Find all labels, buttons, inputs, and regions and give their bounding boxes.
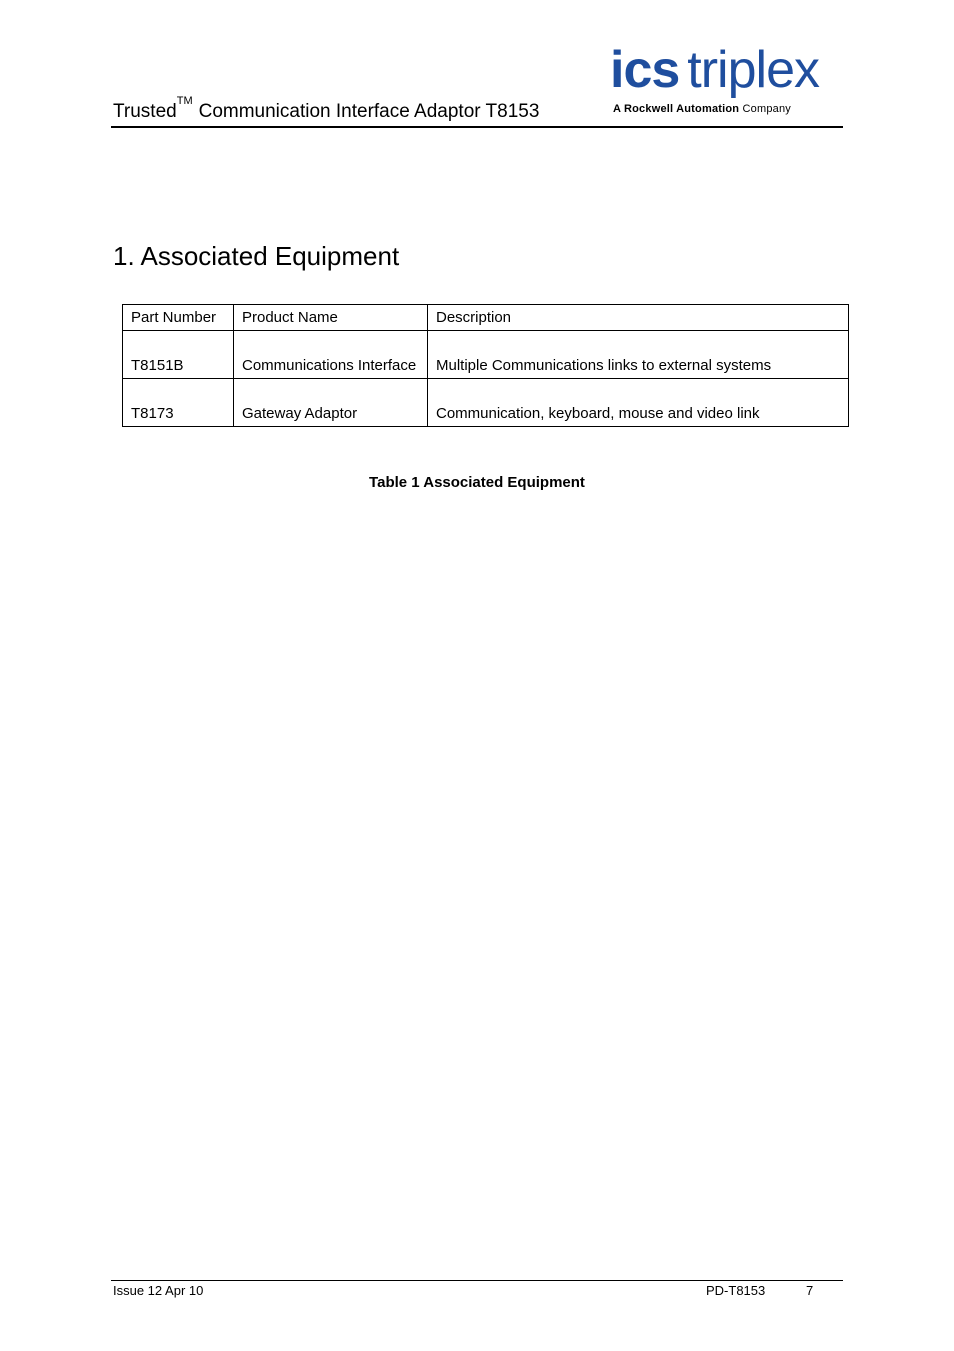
logo-wordmark — [610, 42, 819, 98]
company-logo — [610, 42, 846, 122]
table-row — [123, 379, 849, 427]
title-prefix: Trusted — [113, 101, 177, 122]
document-title — [113, 95, 540, 125]
logo-ics: ics — [610, 41, 680, 99]
cell-product-name: Communications Interface — [234, 331, 428, 379]
cell-description: Multiple Communications links to external systems — [428, 331, 849, 379]
column-header-part-number: Part Number — [123, 305, 234, 331]
trademark-mark: TM — [176, 95, 193, 107]
logo-tagline-suffix: Company — [742, 103, 791, 115]
cell-product-name: Gateway Adaptor — [234, 379, 428, 427]
footer-issue: Issue 12 Apr 10 — [113, 1283, 204, 1298]
title-rest: Communication Interface Adaptor T8153 — [198, 101, 540, 122]
section-heading: 1. Associated Equipment — [113, 241, 400, 271]
column-header-product-name: Product Name — [234, 305, 428, 331]
header-divider — [111, 126, 843, 128]
logo-triplex: triplex — [687, 41, 820, 99]
logo-tagline-main: A Rockwell Automation — [613, 103, 740, 115]
cell-description: Communication, keyboard, mouse and video link — [428, 379, 849, 427]
cell-part-number: T8173 — [123, 379, 234, 427]
logo-tagline — [613, 102, 791, 116]
column-header-description: Description — [428, 305, 849, 331]
footer-divider — [111, 1280, 843, 1281]
page-number: 7 — [806, 1283, 814, 1298]
associated-equipment-table — [122, 304, 849, 427]
table-caption: Table 1 Associated Equipment — [369, 474, 585, 491]
footer-document-id: PD-T8153 — [706, 1283, 766, 1298]
table-row — [123, 331, 849, 379]
table-header-row — [123, 305, 849, 331]
cell-part-number: T8151B — [123, 331, 234, 379]
